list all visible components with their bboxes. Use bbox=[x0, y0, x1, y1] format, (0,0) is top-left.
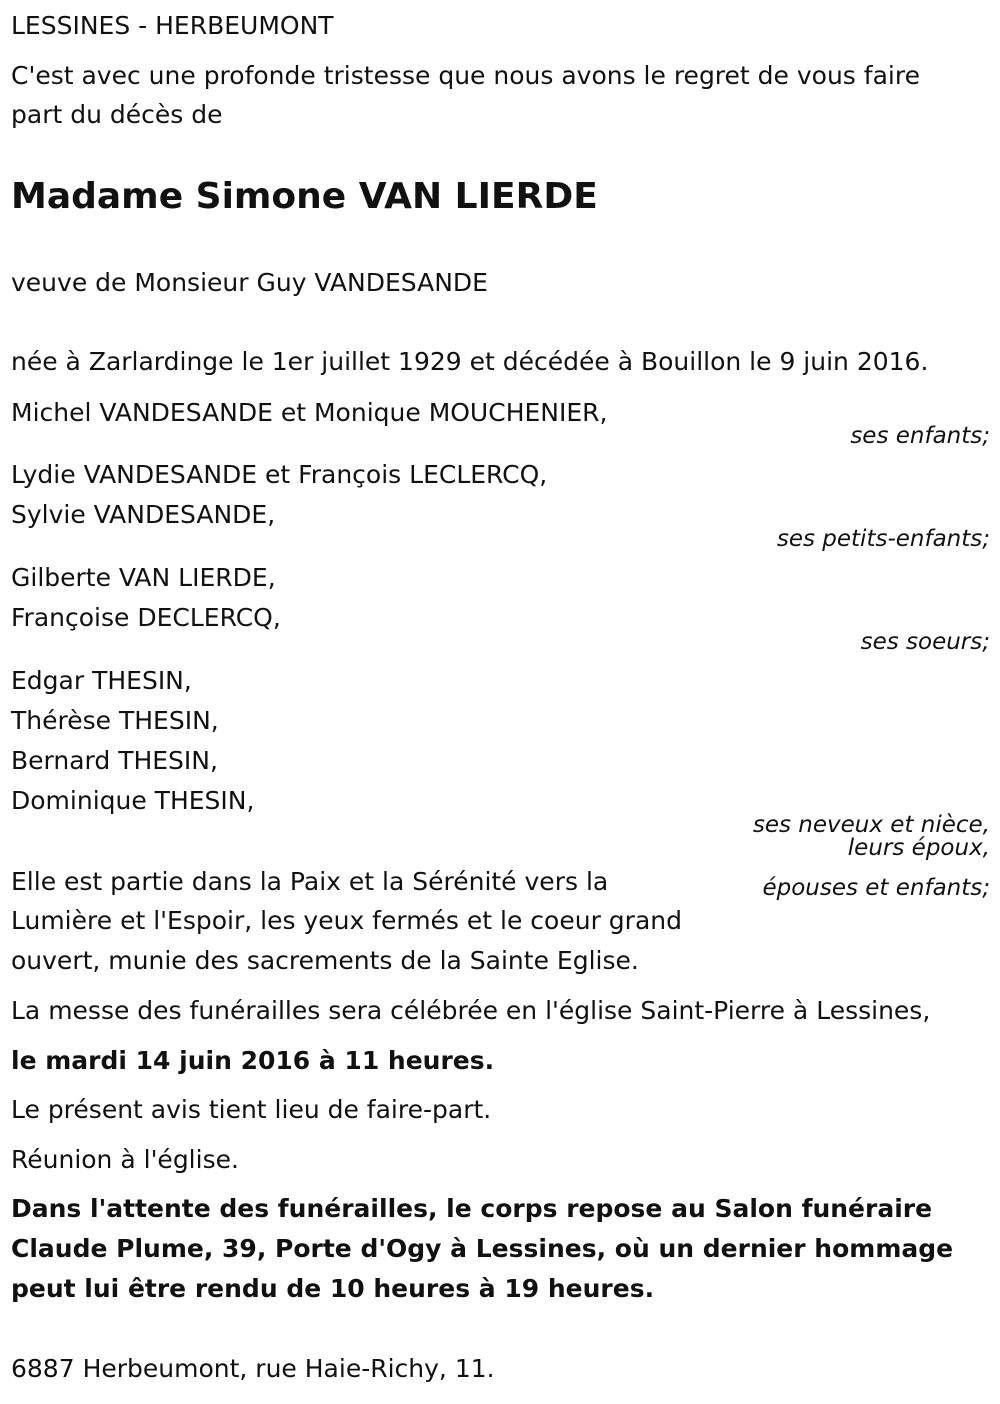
birth-death-line: née à Zarlardinge le 1er juillet 1929 et décédée à Bouillon le 9 juin 2016. bbox=[11, 347, 929, 376]
peace-line-1: Elle est partie dans la Paix et la Sérénité vers la bbox=[11, 867, 609, 896]
notice-line: Le présent avis tient lieu de faire-part. bbox=[11, 1095, 492, 1124]
nephew-name: Thérèse THESIN, bbox=[11, 706, 219, 735]
children-name: Michel VANDESANDE et Monique MOUCHENIER, bbox=[11, 398, 608, 427]
sister-name: Gilberte VAN LIERDE, bbox=[11, 563, 276, 592]
nephew-name: Edgar THESIN, bbox=[11, 666, 192, 695]
nephews-relation-line-3: épouses et enfants; bbox=[762, 875, 990, 901]
mass-line: La messe des funérailles sera célébrée en l'église Saint-Pierre à Lessines, bbox=[11, 996, 931, 1025]
grandchild-name: Sylvie VANDESANDE, bbox=[11, 500, 276, 529]
salon-line-3: peut lui être rendu de 10 heures à 19 heures. bbox=[11, 1274, 655, 1303]
nephew-name: Bernard THESIN, bbox=[11, 746, 218, 775]
salon-line-1: Dans l'attente des funérailles, le corps repose au Salon funéraire bbox=[11, 1194, 933, 1223]
widow-line: veuve de Monsieur Guy VANDESANDE bbox=[11, 268, 488, 297]
meeting-line: Réunion à l'église. bbox=[11, 1145, 239, 1174]
sister-name: Françoise DECLERCQ, bbox=[11, 603, 281, 632]
peace-line-2: Lumière et l'Espoir, les yeux fermés et le coeur grand bbox=[11, 906, 682, 935]
salon-line-2: Claude Plume, 39, Porte d'Ogy à Lessines, où un dernier hommage bbox=[11, 1234, 954, 1263]
intro-line-2: part du décès de bbox=[11, 100, 223, 129]
peace-line-3: ouvert, munie des sacrements de la Sainte Eglise. bbox=[11, 946, 639, 975]
sisters-relation: ses soeurs; bbox=[860, 629, 990, 655]
nephews-relation-line-2: leurs époux, bbox=[847, 835, 990, 861]
grandchild-name: Lydie VANDESANDE et François LECLERCQ, bbox=[11, 460, 548, 489]
nephew-name: Dominique THESIN, bbox=[11, 786, 255, 815]
mass-date: le mardi 14 juin 2016 à 11 heures. bbox=[11, 1046, 495, 1075]
header-location: LESSINES - HERBEUMONT bbox=[11, 11, 334, 40]
grandchildren-relation: ses petits-enfants; bbox=[776, 526, 990, 552]
address-line: 6887 Herbeumont, rue Haie-Richy, 11. bbox=[11, 1354, 495, 1383]
children-relation: ses enfants; bbox=[850, 423, 990, 449]
deceased-name: Madame Simone VAN LIERDE bbox=[11, 176, 598, 217]
nephews-relation-line-1: ses neveux et nièce, bbox=[752, 812, 990, 838]
intro-line-1: C'est avec une profonde tristesse que nous avons le regret de vous faire bbox=[11, 61, 920, 90]
